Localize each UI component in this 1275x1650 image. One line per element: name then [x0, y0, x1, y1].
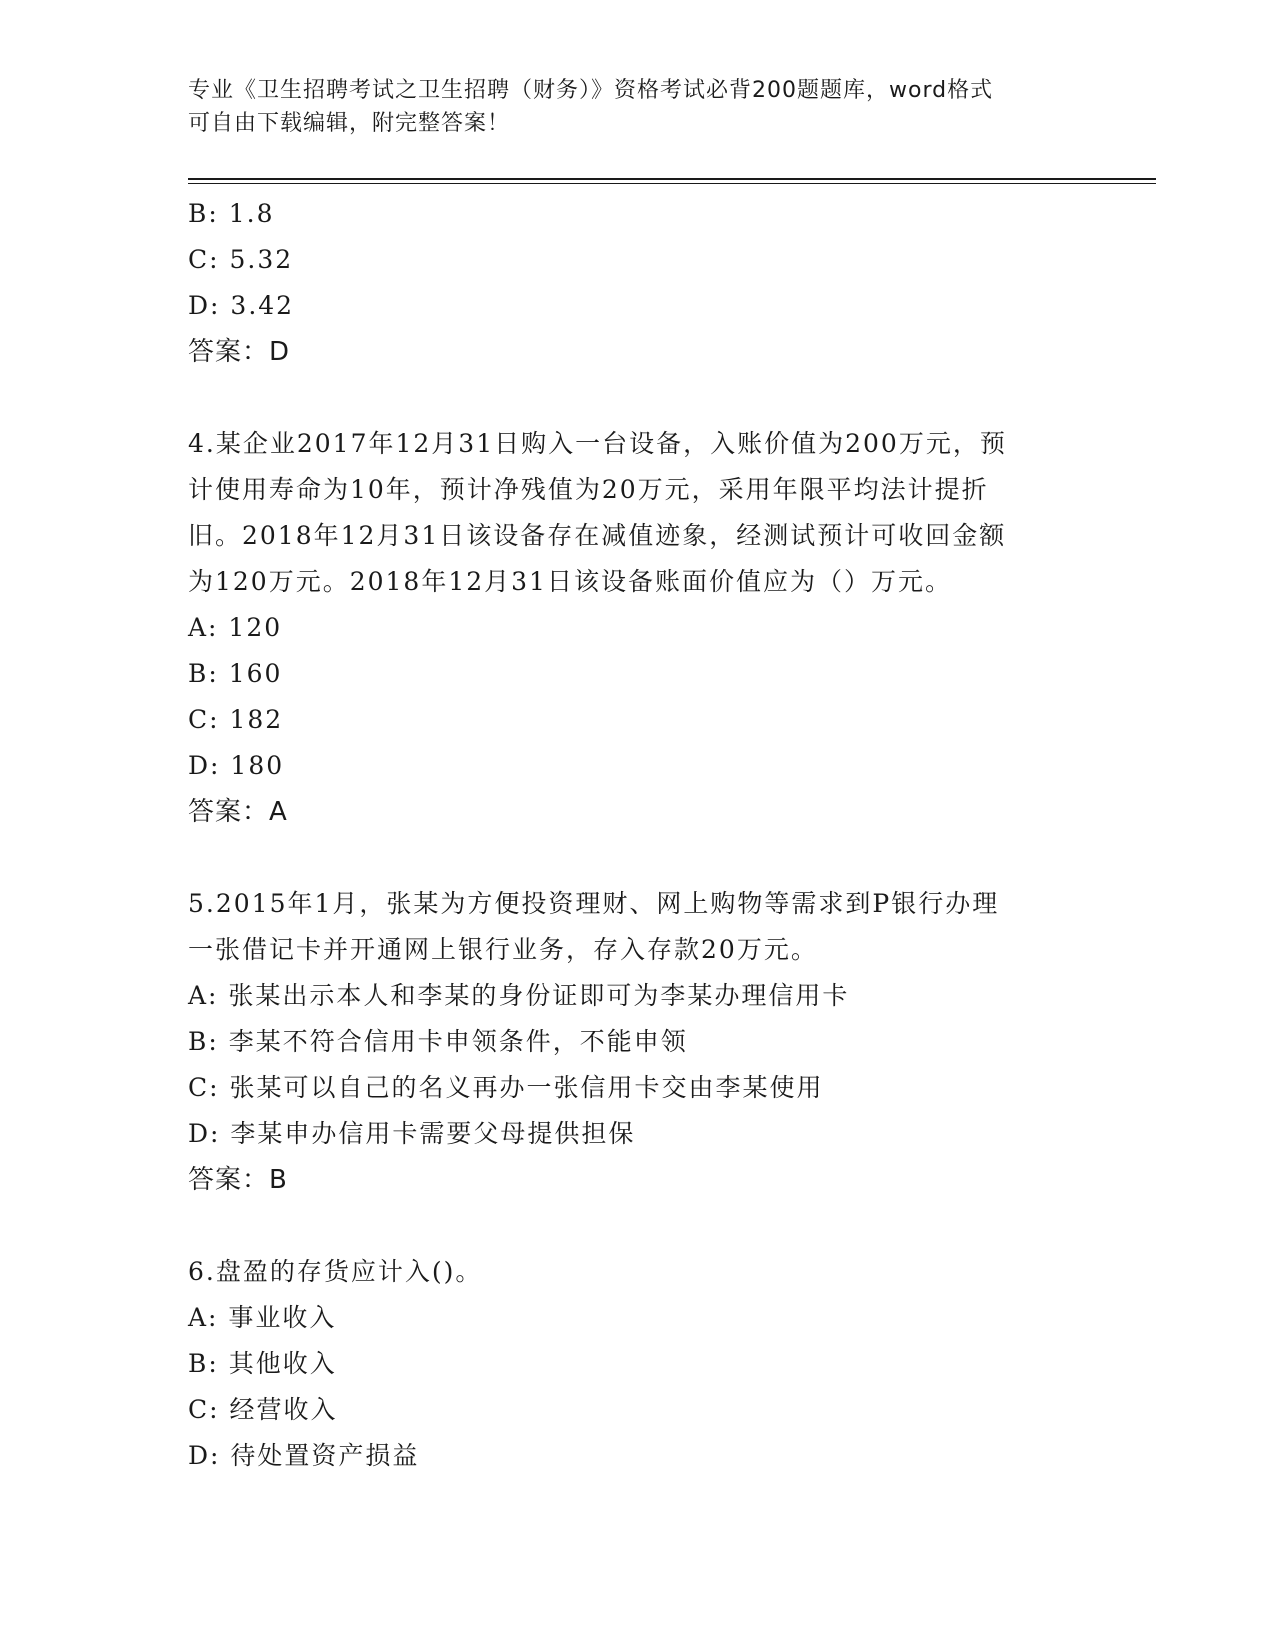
option-c: C: 经营收入 — [188, 1395, 338, 1424]
option-a: A: 事业收入 — [188, 1303, 337, 1332]
stem-line: 计使用寿命为10年，预计净残值为20万元，采用年限平均法计提折 — [188, 475, 989, 504]
document-header — [188, 74, 1068, 140]
header-line-1: 专业《卫生招聘考试之卫生招聘（财务）》资格考试必背200题题库，word格式 — [188, 78, 994, 103]
stem-line: 为120万元。2018年12月31日该设备账面价值应为（）万元。 — [188, 567, 952, 596]
question-5-stem — [188, 881, 1078, 973]
question-5-answer: 答案：B — [188, 1165, 288, 1195]
option-b: B: 1.8 — [188, 199, 275, 228]
question-3-answer: 答案：D — [188, 337, 291, 367]
header-divider-thin — [188, 183, 1156, 184]
header-line-2: 可自由下载编辑，附完整答案！ — [188, 111, 511, 136]
option-c: C: 5.32 — [188, 245, 294, 274]
option-a: A: 张某出示本人和李某的身份证即可为李某办理信用卡 — [188, 981, 850, 1010]
question-4-stem — [188, 421, 1078, 605]
document-body — [188, 191, 1078, 1479]
option-c: C: 张某可以自己的名义再办一张信用卡交由李某使用 — [188, 1073, 824, 1102]
option-b: B: 李某不符合信用卡申领条件，不能申领 — [188, 1027, 688, 1056]
stem-line: 一张借记卡并开通网上银行业务，存入存款20万元。 — [188, 935, 818, 964]
option-d: D: 3.42 — [188, 291, 295, 320]
question-6-stem — [188, 1249, 1078, 1295]
question-3-options — [188, 191, 1078, 329]
option-d: D: 李某申办信用卡需要父母提供担保 — [188, 1119, 636, 1148]
question-4-answer: 答案：A — [188, 797, 288, 827]
header-divider-thick — [188, 178, 1156, 180]
stem-line: 旧。2018年12月31日该设备存在减值迹象，经测试预计可收回金额 — [188, 521, 1007, 550]
stem-line: 6.盘盈的存货应计入()。 — [188, 1257, 483, 1286]
stem-line: 4.某企业2017年12月31日购入一台设备，入账价值为200万元，预 — [188, 429, 1007, 458]
option-b: B: 160 — [188, 659, 283, 688]
stem-line: 5.2015年1月，张某为方便投资理财、网上购物等需求到P银行办理 — [188, 889, 1000, 918]
option-a: A: 120 — [188, 613, 283, 642]
option-d: D: 180 — [188, 751, 285, 780]
option-d: D: 待处置资产损益 — [188, 1441, 420, 1470]
question-4-options — [188, 605, 1078, 789]
question-5-options — [188, 973, 1078, 1157]
question-6-options — [188, 1295, 1078, 1479]
option-b: B: 其他收入 — [188, 1349, 337, 1378]
option-c: C: 182 — [188, 705, 284, 734]
